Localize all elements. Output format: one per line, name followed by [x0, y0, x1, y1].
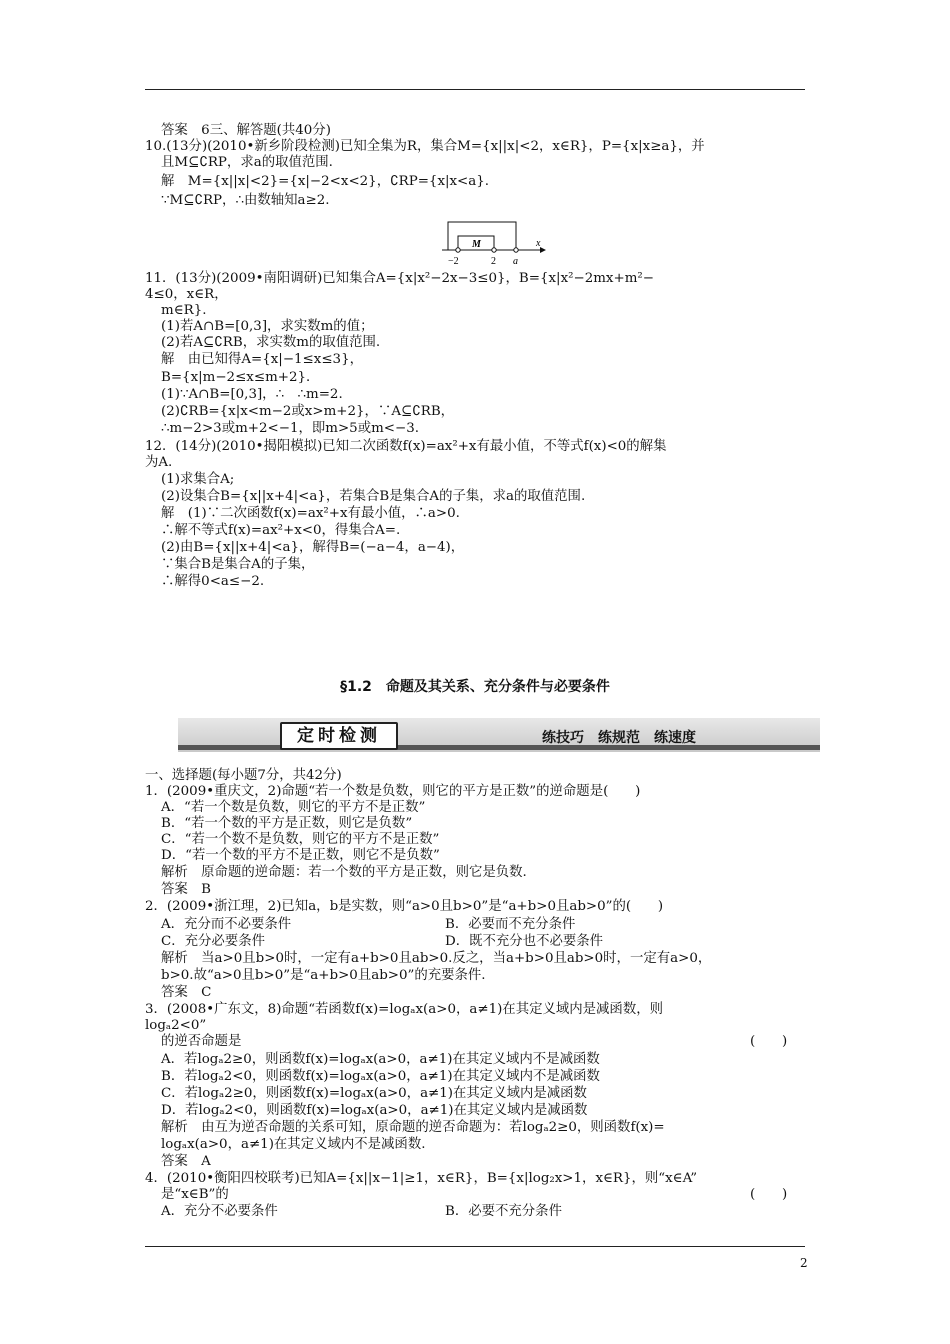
banner-strip	[178, 745, 820, 750]
text-line: 答案 A	[161, 1154, 211, 1169]
text-line: (1)∵A∩B=[0,3]，∴ ∴m=2.	[161, 387, 343, 402]
footer-rule	[145, 1246, 805, 1247]
text-line: D．若logₐ2<0，则函数f(x)=logₐx(a>0，a≠1)在其定义域内是减函数	[161, 1103, 588, 1118]
text-line: A．充分不必要条件	[161, 1204, 278, 1219]
text-line: (1)若A∩B=[0,3]，求实数m的值；	[161, 319, 374, 334]
section-banner	[178, 718, 820, 752]
text-line: 4．(2010•衡阳四校联考)已知A={x||x−1|≥1，x∈R}，B={x|log₂x>1，x∈R}，则“x∈A”	[145, 1171, 698, 1186]
text-line: b>0.故“a>0且b>0”是“a+b>0且ab>0”的充要条件.	[161, 968, 486, 983]
text-line: logₐ2<0”	[145, 1018, 207, 1033]
text-line: C．充分必要条件	[161, 934, 265, 949]
text-line: ( )	[750, 1034, 788, 1049]
text-line: ( )	[750, 1187, 788, 1202]
text-line: C．“若一个数不是负数，则它的平方不是正数”	[161, 832, 440, 847]
text-line: 解 (1)∵二次函数f(x)=ax²+x有最小值，∴a>0.	[161, 506, 460, 521]
section-heading: §1.2 命题及其关系、充分条件与必要条件	[340, 679, 610, 695]
tick-label: a	[513, 256, 518, 267]
text-line: 3．(2008•广东文，8)命题“若函数f(x)=logₐx(a>0，a≠1)在其定义域内是减函数，则	[145, 1002, 663, 1017]
text-line: B．必要而不充分条件	[445, 917, 576, 932]
text-line: A．若logₐ2≥0，则函数f(x)=logₐx(a>0，a≠1)在其定义域内不是减函数	[161, 1052, 600, 1067]
text-line: 且M⊆∁RP，求a的取值范围.	[161, 155, 333, 170]
text-line: ∴解得0<a≤−2.	[161, 574, 265, 589]
number-line-figure	[438, 216, 548, 268]
text-line: logₐx(a>0，a≠1)在其定义域内不是减函数.	[161, 1137, 426, 1152]
text-line: 10.(13分)(2010•新乡阶段检测)已知全集为R，集合M={x||x|<2，x∈R}，P={x|x≥a}，并	[145, 139, 705, 154]
text-line: 解析 原命题的逆命题：若一个数的平方是正数，则它是负数.	[161, 865, 527, 880]
text-line: B．必要不充分条件	[445, 1204, 562, 1219]
text-line: 4≤0，x∈R，	[145, 287, 228, 302]
text-line: B={x|m−2≤x≤m+2}．	[161, 370, 320, 385]
text-line: 解 由已知得A={x|−1≤x≤3}，	[161, 352, 363, 367]
text-line: (1)求集合A;	[161, 472, 235, 487]
text-line: B．若logₐ2<0，则函数f(x)=logₐx(a>0，a≠1)在其定义域内不是减函数	[161, 1069, 600, 1084]
text-line: 是“x∈B”的	[161, 1187, 229, 1202]
banner-tags: 练技巧 练规范 练速度	[542, 730, 696, 746]
tick-label: 2	[491, 256, 496, 267]
text-line: A．“若一个数是负数，则它的平方不是正数”	[161, 800, 426, 815]
text-line: B．“若一个数的平方是正数，则它是负数”	[161, 816, 413, 831]
text-line: 答案 C	[161, 985, 212, 1000]
text-line: ∴解不等式f(x)=ax²+x<0，得集合A=.	[161, 523, 401, 538]
text-line: 解 M={x||x|<2}={x|−2<x<2}，∁RP={x|x<a}.	[161, 174, 490, 189]
text-line: D．“若一个数的平方不是正数，则它不是负数”	[161, 848, 440, 863]
text-line: 解析 由互为逆否命题的关系可知，原命题的逆否命题为：若logₐ2≥0，则函数f(x)=	[161, 1120, 665, 1135]
text-line: 1．(2009•重庆文，2)命题“若一个数是负数，则它的平方是正数”的逆命题是( )	[145, 784, 641, 799]
text-line: ∵M⊆∁RP，∴由数轴知a≥2.	[161, 193, 330, 208]
tick-label: −2	[448, 256, 459, 267]
text-line: 答案 6三、解答题(共40分)	[161, 123, 331, 138]
axis-label: x	[536, 238, 541, 249]
text-line: A．充分而不必要条件	[161, 917, 292, 932]
text-line: 11．(13分)(2009•南阳调研)已知集合A={x|x²−2x−3≤0}，B={x|x²−2mx+m²−	[145, 271, 654, 286]
text-line: (2)若A⊆∁RB，求实数m的取值范围.	[161, 335, 381, 350]
text-line: ∵集合B是集合A的子集，	[161, 557, 315, 572]
page-number: 2	[800, 1256, 808, 1270]
label-m: M	[472, 239, 481, 250]
text-line: 2．(2009•浙江理，2)已知a，b是实数，则“a>0且b>0”是“a+b>0且ab>0”的( )	[145, 899, 664, 914]
text-line: m∈R}.	[161, 303, 207, 318]
text-line: 一、选择题(每小题7分，共42分)	[145, 768, 342, 783]
text-line: 为A.	[145, 455, 173, 470]
text-line: (2)由B={x||x+4|<a}，解得B=(−a−4，a−4)，	[161, 540, 465, 555]
text-line: 12．(14分)(2010•揭阳模拟)已知二次函数f(x)=ax²+x有最小值，不等式f(x)<0的解集	[145, 439, 667, 454]
text-line: C．若logₐ2≥0，则函数f(x)=logₐx(a>0，a≠1)在其定义域内是减函数	[161, 1086, 587, 1101]
banner-title: 定时检测	[280, 722, 398, 750]
text-line: 的逆否命题是	[161, 1034, 242, 1049]
text-line: 答案 B	[161, 882, 212, 897]
text-line: ∴m−2>3或m+2<−1，即m>5或m<−3.	[161, 421, 420, 436]
text-line: (2)∁RB={x|x<m−2或x>m+2}，∵A⊆∁RB，	[161, 404, 455, 419]
text-line: D．既不充分也不必要条件	[445, 934, 604, 949]
text-line: (2)设集合B={x||x+4|<a}，若集合B是集合A的子集，求a的取值范围.	[161, 489, 586, 504]
header-rule	[145, 89, 805, 90]
text-line: 解析 当a>0且b>0时，一定有a+b>0且ab>0.反之，当a+b>0且ab>0时，一定有a>0，	[161, 951, 712, 966]
